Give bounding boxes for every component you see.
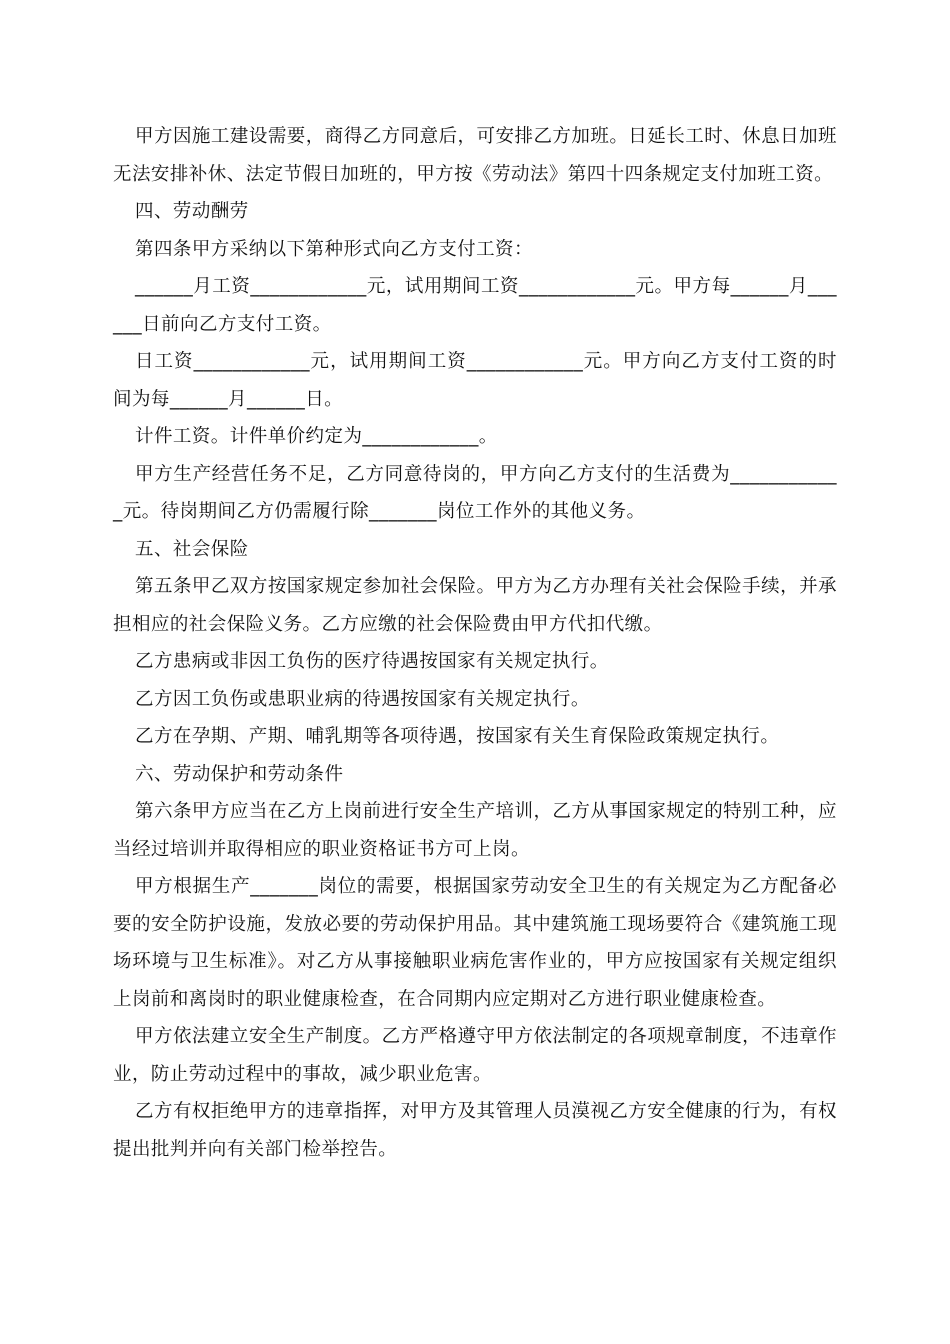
- section-heading-social-insurance: 五、社会保险: [135, 538, 249, 560]
- document-page: [113, 118, 837, 1168]
- paragraph-piece-wage: 计件工资。计件单价约定为____________。: [135, 426, 498, 447]
- paragraph-maternity: 乙方在孕期、产期、哺乳期等各项待遇，按国家有关生育保险政策规定执行。: [135, 726, 780, 747]
- paragraph-overtime: 甲方因施工建设需要，商得乙方同意后，可安排乙方加班。日延长工时、休息日加班无法安排补休、法定节假日加班的，甲方按《劳动法》第四十四条规定支付加班工资。: [113, 126, 837, 185]
- paragraph-work-injury: 乙方因工负伤或患职业病的待遇按国家有关规定执行。: [135, 688, 590, 710]
- paragraph-protective-equipment: 甲方根据生产_______岗位的需要，根据国家劳动安全卫生的有关规定为乙方配备必要的安全防护设施，发放必要的劳动保护用品。其中建筑施工现场要符合《建筑施工现场环境与卫生标准》。对乙方从事接触职业病危害作业的，甲方应按国家有关规定组织上岗前和离岗时的职业健康检查，在合同期内应定期对乙方进行职业健康检查。: [113, 876, 837, 1010]
- paragraph-monthly-wage: ______月工资____________元，试用期间工资____________元。甲方每______月______日前向乙方支付工资。: [113, 276, 837, 335]
- section-heading-remuneration: 四、劳动酬劳: [135, 201, 249, 222]
- paragraph-article-6: 第六条甲方应当在乙方上岗前进行安全生产培训，乙方从事国家规定的特别工种，应当经过培训并取得相应的职业资格证书方可上岗。: [113, 801, 837, 860]
- paragraph-medical-treatment: 乙方患病或非因工负伤的医疗待遇按国家有关规定执行。: [135, 651, 609, 672]
- paragraph-article-4: 第四条甲方采纳以下第种形式向乙方支付工资：: [135, 238, 533, 260]
- paragraph-daily-wage: 日工资____________元，试用期间工资____________元。甲方向乙方支付工资的时间为每______月______日。: [113, 351, 837, 410]
- paragraph-safety-system: 甲方依法建立安全生产制度。乙方严格遵守甲方依法制定的各项规章制度，不违章作业，防止劳动过程中的事故，减少职业危害。: [113, 1026, 837, 1085]
- paragraph-right-to-refuse: 乙方有权拒绝甲方的违章指挥，对甲方及其管理人员漠视乙方安全健康的行为，有权提出批判并向有关部门检举控告。: [113, 1101, 837, 1160]
- paragraph-article-5: 第五条甲乙双方按国家规定参加社会保险。甲方为乙方办理有关社会保险手续，并承担相应的社会保险义务。乙方应缴的社会保险费由甲方代扣代缴。: [113, 576, 837, 635]
- paragraph-standby-allowance: 甲方生产经营任务不足，乙方同意待岗的，甲方向乙方支付的生活费为____________元。待岗期间乙方仍需履行除_______岗位工作外的其他义务。: [113, 463, 837, 522]
- section-heading-labor-protection: 六、劳动保护和劳动条件: [135, 763, 344, 785]
